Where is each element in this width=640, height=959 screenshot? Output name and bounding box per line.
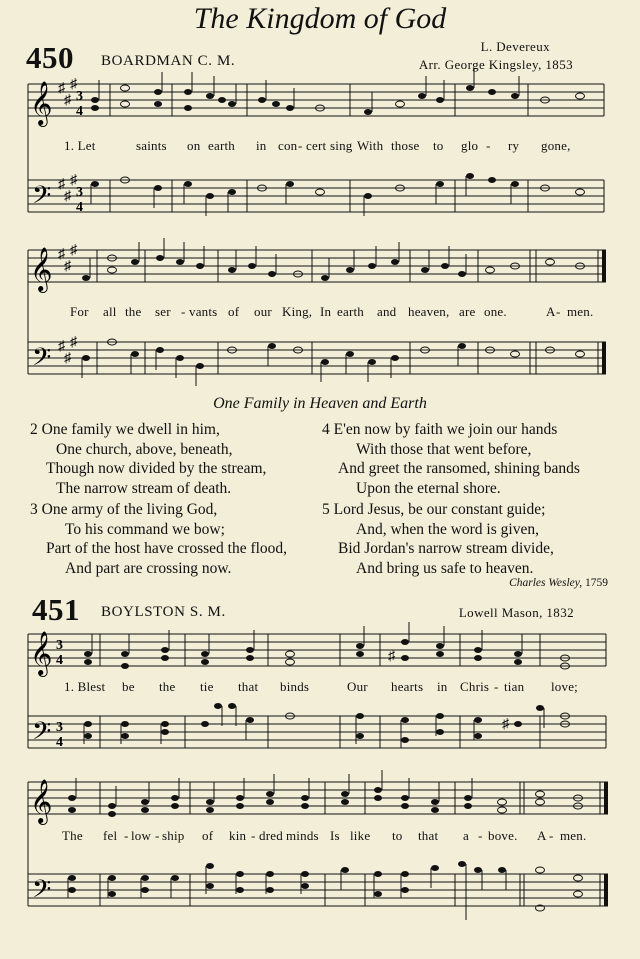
svg-text:𝄢: 𝄢 — [32, 181, 52, 216]
lyric-syllable: men. — [560, 828, 587, 843]
lyric-syllable: Our — [347, 679, 368, 694]
svg-text:♯: ♯ — [388, 649, 395, 664]
lyric-line-451-2 — [0, 828, 640, 846]
lyric-syllable: - — [124, 828, 129, 843]
lyric-syllable: tie — [200, 679, 214, 694]
svg-text:4: 4 — [56, 653, 63, 668]
lyric-syllable: of — [202, 828, 214, 843]
lyric-syllable: those — [391, 138, 420, 153]
music-system-451-2 — [0, 770, 640, 940]
verse-line: Part of the host have crossed the flood, — [46, 540, 288, 557]
lyric-syllable: on — [187, 138, 201, 153]
verse-line: Upon the eternal shore. — [356, 479, 501, 497]
lyric-line-451-1 — [0, 679, 640, 697]
lyric-syllable: In — [320, 304, 332, 319]
lyric-syllable: low — [131, 828, 152, 843]
lyric-syllable: hearts — [391, 679, 424, 694]
lyric-syllable: The — [62, 828, 83, 843]
lyric-syllable: earth — [208, 138, 235, 153]
lyric-syllable: sing — [330, 138, 353, 153]
svg-text:3: 3 — [56, 720, 63, 735]
lyric-syllable: King, — [282, 304, 313, 319]
lyric-syllable: earth — [337, 304, 364, 319]
attribution-year: 1759 — [585, 577, 608, 589]
lyric-syllable: heaven, — [408, 304, 450, 319]
verse-line: And, when the word is given, — [356, 520, 539, 538]
lyric-syllable: are — [459, 304, 476, 319]
svg-text:𝄞: 𝄞 — [30, 779, 53, 823]
lyric-syllable: of — [228, 304, 240, 319]
lyric-syllable: With — [357, 138, 384, 153]
verse-line: With those that went before, — [356, 440, 532, 458]
lyric-syllable: bove. — [488, 828, 518, 843]
lyric-line-450-1 — [0, 138, 640, 156]
svg-text:♯: ♯ — [58, 81, 65, 96]
lyric-syllable: vants — [189, 304, 218, 319]
tune-name-451: BOYLSTON S. M. — [101, 604, 226, 620]
verse-line: One church, above, beneath, — [56, 440, 233, 458]
lyric-syllable: For — [70, 304, 89, 319]
lyric-syllable: 1. Let — [64, 138, 96, 153]
arranger-450: Arr. George Kingsley, 1853 — [418, 57, 573, 72]
svg-text:3: 3 — [76, 185, 83, 200]
svg-text:♯: ♯ — [70, 77, 77, 92]
page-title: The Kingdom of God — [193, 2, 447, 35]
lyric-syllable: - — [486, 138, 491, 153]
verse-number: 5 — [322, 501, 330, 518]
svg-text:4: 4 — [56, 735, 63, 750]
lyric-syllable: con — [278, 138, 298, 153]
lyric-syllable: - — [155, 828, 160, 843]
lyric-syllable: A — [537, 828, 547, 843]
svg-text:𝄞: 𝄞 — [30, 247, 53, 291]
lyric-syllable: that — [238, 679, 259, 694]
lyric-syllable: the — [125, 304, 142, 319]
lyric-syllable: - — [556, 304, 561, 319]
verse-number: 4 — [322, 421, 330, 438]
verse-line: And bring us safe to heaven. — [356, 559, 534, 577]
svg-text:♯: ♯ — [64, 259, 71, 274]
lyric-syllable: and — [377, 304, 397, 319]
composer-451: Lowell Mason, 1832 — [458, 605, 574, 620]
lyric-syllable: that — [418, 828, 439, 843]
lyric-syllable: all — [103, 304, 117, 319]
svg-text:♯: ♯ — [58, 339, 65, 354]
hymn-number-450: 450 — [26, 40, 74, 75]
lyric-syllable: in — [256, 138, 267, 153]
lyric-syllable: - — [478, 828, 483, 843]
verse-line: And greet the ransomed, shining bands — [338, 460, 580, 477]
verse-5 — [322, 500, 554, 578]
svg-text:𝄢: 𝄢 — [32, 717, 52, 752]
svg-text:♯: ♯ — [70, 173, 77, 188]
hymn-subtitle: One Family in Heaven and Earth — [213, 395, 427, 412]
verse-number: 2 — [30, 421, 38, 438]
verse-line: And part are crossing now. — [65, 559, 232, 577]
author-450: L. Devereux — [480, 39, 550, 54]
lyric-syllable: tian — [504, 679, 525, 694]
verse-3 — [30, 500, 287, 578]
svg-text:♯: ♯ — [64, 189, 71, 204]
lyric-syllable: ser — [155, 304, 171, 319]
svg-text:♯: ♯ — [70, 335, 77, 350]
lyric-line-450-2 — [0, 304, 640, 322]
lyric-syllable: glo — [461, 138, 479, 153]
lyric-syllable: binds — [280, 679, 310, 694]
lyric-syllable: men. — [567, 304, 594, 319]
svg-text:♯: ♯ — [70, 243, 77, 258]
svg-text:3: 3 — [76, 89, 83, 104]
lyric-syllable: - — [494, 679, 499, 694]
lyric-syllable: A — [546, 304, 556, 319]
lyric-syllable: - — [298, 138, 303, 153]
verse-line: One army of the living God, — [41, 501, 218, 518]
lyric-syllable: to — [392, 828, 403, 843]
svg-text:3: 3 — [56, 638, 63, 653]
lyric-syllable: ry — [508, 138, 520, 153]
lyric-syllable: - — [251, 828, 256, 843]
lyric-syllable: to — [433, 138, 444, 153]
lyric-syllable: dred — [259, 828, 283, 843]
svg-text:𝄞: 𝄞 — [30, 631, 53, 675]
svg-text:4: 4 — [76, 104, 83, 119]
svg-text:𝄞: 𝄞 — [30, 81, 53, 125]
lyric-syllable: our — [254, 304, 272, 319]
lyric-syllable: Is — [330, 828, 340, 843]
lyric-syllable: Chris — [460, 679, 490, 694]
svg-text:𝄢: 𝄢 — [32, 343, 52, 378]
music-system-451-1 — [0, 622, 640, 772]
verse-2 — [30, 420, 266, 498]
verse-line: Lord Jesus, be our constant guide; — [333, 501, 546, 518]
lyric-syllable: be — [122, 679, 135, 694]
svg-text:♯: ♯ — [58, 177, 65, 192]
verse-line: E'en now by faith we join our hands — [333, 421, 558, 438]
verse-line: One family we dwell in him, — [41, 421, 220, 438]
attribution: Charles Wesley, 1759 — [509, 577, 608, 589]
lyric-syllable: fel — [103, 828, 118, 843]
verse-number: 3 — [30, 501, 38, 518]
attribution-name: Charles Wesley — [509, 577, 580, 589]
svg-text:♯: ♯ — [58, 247, 65, 262]
lyric-syllable: 1. Blest — [64, 679, 106, 694]
svg-text:♯: ♯ — [64, 93, 71, 108]
lyric-syllable: kin — [229, 828, 247, 843]
verse-line: The narrow stream of death. — [56, 479, 232, 497]
lyric-syllable: one. — [484, 304, 507, 319]
lyric-syllable: gone, — [541, 138, 571, 153]
hymn-number-451: 451 — [32, 592, 80, 627]
lyric-syllable: the — [159, 679, 176, 694]
lyric-syllable: ship — [162, 828, 185, 843]
lyric-syllable: - — [181, 304, 186, 319]
svg-text:♯: ♯ — [502, 717, 509, 732]
lyric-syllable: - — [549, 828, 554, 843]
lyric-syllable: a — [463, 828, 469, 843]
tune-name-450: BOARDMAN C. M. — [101, 53, 236, 69]
svg-text:4: 4 — [76, 200, 83, 215]
verse-line: Bid Jordan's narrow stream divide, — [338, 540, 554, 557]
lyric-syllable: minds — [286, 828, 319, 843]
verse-4 — [322, 420, 580, 498]
lyric-syllable: saints — [136, 138, 167, 153]
lyric-syllable: cert — [306, 138, 327, 153]
lyric-syllable: in — [437, 679, 448, 694]
verse-line: Though now divided by the stream, — [46, 460, 267, 477]
lyric-syllable: like — [350, 828, 371, 843]
verse-line: To his command we bow; — [65, 520, 225, 538]
svg-text:♯: ♯ — [64, 351, 71, 366]
lyric-syllable: love; — [551, 679, 578, 694]
svg-text:𝄢: 𝄢 — [32, 875, 52, 910]
